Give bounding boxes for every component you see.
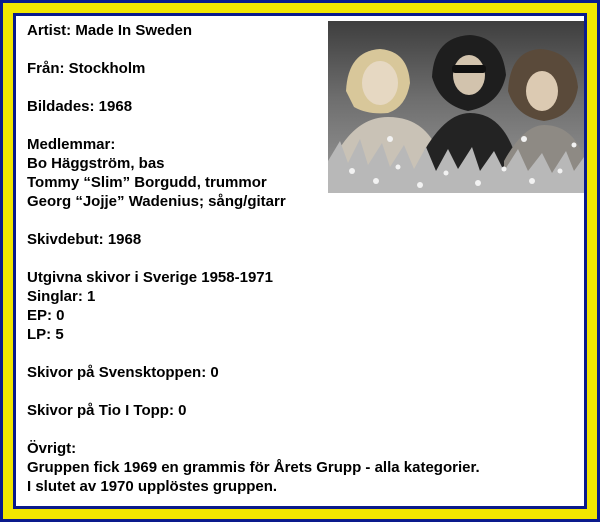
tio-i-topp-line: Skivor på Tio I Topp: 0 bbox=[27, 402, 187, 419]
releases-heading: Utgivna skivor i Sverige 1958-1971 bbox=[27, 269, 273, 286]
band-photo bbox=[328, 21, 584, 193]
member-item: Georg “Jojje” Wadenius; sång/gitarr bbox=[27, 193, 286, 210]
svensktoppen-line: Skivor på Svensktoppen: 0 bbox=[27, 364, 219, 381]
origin-line: Från: Stockholm bbox=[27, 60, 146, 77]
releases-section bbox=[27, 268, 567, 344]
singles-count: Singlar: 1 bbox=[27, 288, 96, 305]
misc-section bbox=[27, 439, 567, 496]
lp-count: LP: 5 bbox=[27, 326, 64, 343]
misc-line: Gruppen fick 1969 en grammis för Årets Grupp - alla kategorier. bbox=[27, 459, 480, 476]
members-heading: Medlemmar: bbox=[27, 136, 116, 153]
ep-count: EP: 0 bbox=[27, 307, 65, 324]
misc-heading: Övrigt: bbox=[27, 440, 77, 457]
debut-line: Skivdebut: 1968 bbox=[27, 231, 142, 248]
member-item: Bo Häggström, bas bbox=[27, 155, 165, 172]
artist-line: Artist: Made In Sweden bbox=[27, 22, 193, 39]
band-photo-image bbox=[328, 21, 584, 193]
info-card bbox=[13, 13, 587, 509]
misc-line: I slutet av 1970 upplöstes gruppen. bbox=[27, 478, 278, 495]
formed-line: Bildades: 1968 bbox=[27, 98, 133, 115]
member-item: Tommy “Slim” Borgudd, trummor bbox=[27, 174, 267, 191]
